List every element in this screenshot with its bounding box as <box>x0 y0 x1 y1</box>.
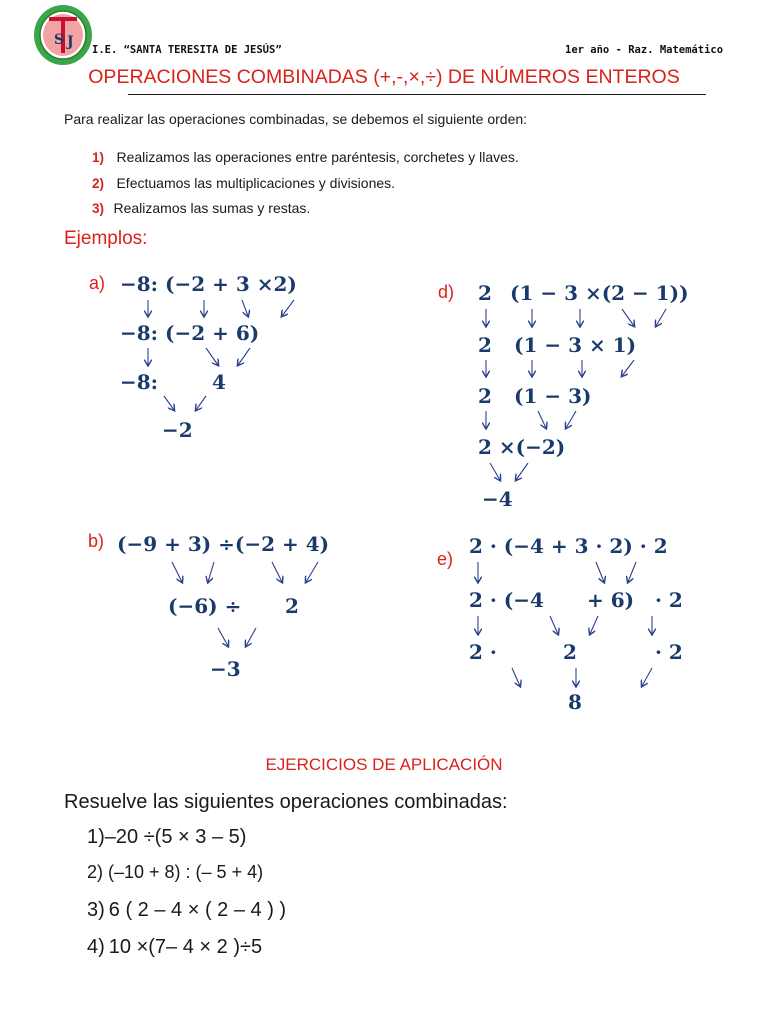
step-number: 3) <box>92 201 105 216</box>
example-a-line-3: −8: <box>120 370 159 394</box>
svg-text:S: S <box>54 32 65 48</box>
example-b-label: b) <box>88 531 105 551</box>
example-b-line-2b: 2 <box>285 594 299 618</box>
example-d-line-3a: 2 <box>478 384 492 408</box>
example-a-result: −2 <box>162 418 193 442</box>
step-number: 2) <box>92 176 105 191</box>
example-d-line-2a: 2 <box>478 333 492 357</box>
example-d-line-1a: 2 <box>478 281 492 305</box>
exercise-4: 4) 10 ×(7– 4 × 2 )÷5 <box>87 936 263 958</box>
exercise-2: 2) (–10 + 8) : (– 5 + 4) <box>87 862 264 882</box>
course-name: 1er año - Raz. Matemático <box>565 44 724 56</box>
step-text: Realizamos las operaciones entre paréntesis, corchetes y llaves. <box>116 149 519 165</box>
example-e-label: e) <box>437 549 454 569</box>
example-d-line-1b: (1 − 3 ×(2 − 1)) <box>510 281 689 305</box>
school-name: I.E. “SANTA TERESITA DE JESÚS” <box>92 44 282 56</box>
example-a-label: a) <box>89 273 106 293</box>
example-e-line-3c: · 2 <box>655 640 683 664</box>
exercise-3: 3) 6 ( 2 – 4 × ( 2 – 4 ) ) <box>87 899 287 921</box>
step-number: 1) <box>92 150 105 165</box>
example-e-line-3a: 2 · <box>469 640 497 664</box>
example-e-line-2a: 2 · (−4 <box>469 588 544 612</box>
example-a-line-3b: 4 <box>212 370 226 394</box>
exercises-heading: EJERCICIOS DE APLICACIÓN <box>265 755 503 774</box>
svg-text:J: J <box>67 34 74 50</box>
example-b-line-1: (−9 + 3) ÷(−2 + 4) <box>117 532 330 556</box>
example-a-line-2: −8: (−2 + 6) <box>120 321 260 345</box>
example-d-line-2b: (1 − 3 × 1) <box>514 333 637 357</box>
example-d-label: d) <box>438 282 455 302</box>
example-e-line-3b: 2 <box>563 640 577 664</box>
example-e-line-1: 2 · (−4 + 3 · 2) · 2 <box>469 534 668 558</box>
example-e-line-2b: + 6) <box>587 588 635 612</box>
exercises-prompt: Resuelve las siguientes operaciones combinadas: <box>64 791 508 813</box>
page-title: OPERACIONES COMBINADAS (+,-,×,÷) DE NÚMEROS ENTEROS <box>88 66 680 88</box>
example-d-line-3b: (1 − 3) <box>514 384 592 408</box>
step-text: Efectuamos las multiplicaciones y divisiones. <box>116 175 396 191</box>
examples-heading: Ejemplos: <box>64 228 148 249</box>
example-d-result: −4 <box>482 487 513 511</box>
example-d-line-4: 2 ×(−2) <box>478 435 566 459</box>
example-b-result: −3 <box>210 657 241 681</box>
intro-text: Para realizar las operaciones combinadas, se debemos el siguiente orden: <box>64 111 528 127</box>
example-e-result: 8 <box>568 690 582 714</box>
example-a-line-1: −8: (−2 + 3 ×2) <box>120 272 297 296</box>
step-text: Realizamos las sumas y restas. <box>113 200 311 216</box>
exercise-1: 1)–20 ÷(5 × 3 – 5) <box>87 826 247 848</box>
arrow-group <box>148 300 666 686</box>
example-b-line-2: (−6) ÷ <box>168 594 242 618</box>
example-e-line-2c: · 2 <box>655 588 683 612</box>
